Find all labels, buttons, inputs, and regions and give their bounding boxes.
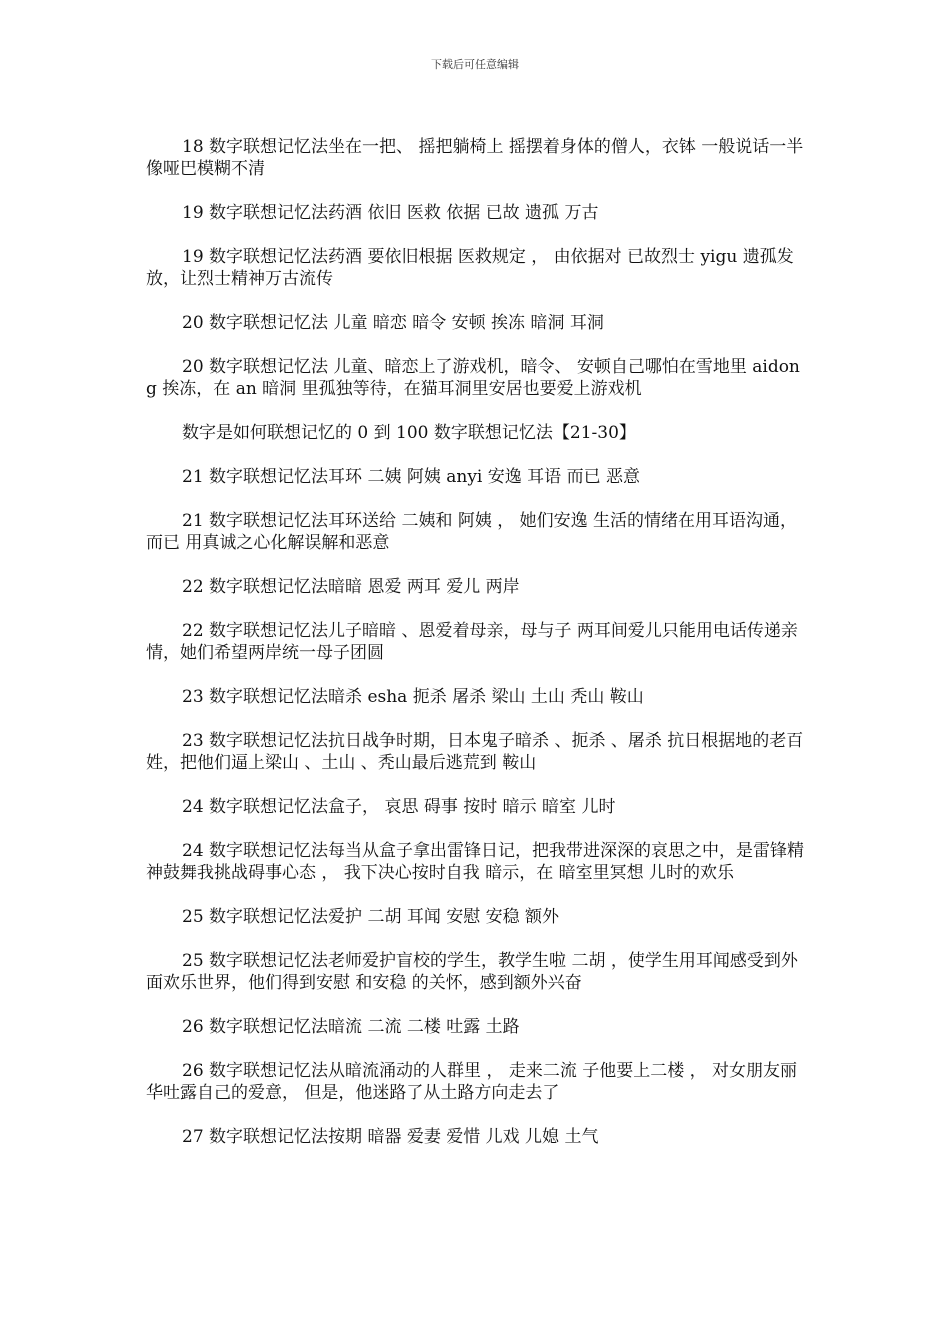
paragraph-21-story: 21 数字联想记忆法耳环送给 二姨和 阿姨 ， 她们安逸 生活的情绪在用耳语沟通， 而已 用真诚之心化解误解和恶意 <box>146 511 798 553</box>
section-heading-21-30: 数字是如何联想记忆的 0 到 100 数字联想记忆法【21-30】 <box>182 423 636 443</box>
paragraph-26-list: 26 数字联想记忆法暗流 二流 二楼 吐露 土路 <box>182 1017 520 1037</box>
paragraph-24-story: 24 数字联想记忆法每当从盒子拿出雷锋日记，把我带进深深的哀思之中，是雷锋精神鼓舞我挑战碍事心态 ， 我下决心按时自我 暗示，在 暗室里冥想 儿时的欢乐 <box>146 841 805 883</box>
paragraph-20-list: 20 数字联想记忆法 儿童 暗恋 暗令 安顿 挨冻 暗洞 耳洞 <box>182 313 604 333</box>
paragraph-20-story: 20 数字联想记忆法 儿童、暗恋上了游戏机，暗令、 安顿自己哪怕在雪地里 aidong 挨冻，在 an 暗洞 里孤独等待，在猫耳洞里安居也要爱上游戏机 <box>146 357 800 399</box>
paragraph-21-list: 21 数字联想记忆法耳环 二姨 阿姨 anyi 安逸 耳语 而已 恶意 <box>182 467 640 487</box>
paragraph-19-story: 19 数字联想记忆法药酒 要依旧根据 医救规定 ， 由依据对 已故烈士 yigu 遗孤发放，让烈士精神万古流传 <box>146 247 794 289</box>
page-header: 下载后可任意编辑 <box>431 58 519 71</box>
paragraph-25-list: 25 数字联想记忆法爱护 二胡 耳闻 安慰 安稳 额外 <box>182 907 560 927</box>
paragraph-18-list: 18 数字联想记忆法坐在一把、 摇把躺椅上 摇摆着身体的僧人，衣钵 一般说话一半像哑巴模糊不清 <box>146 137 804 179</box>
paragraph-26-story: 26 数字联想记忆法从暗流涌动的人群里 ， 走来二流 子他要上二楼 ， 对女朋友丽华吐露自己的爱意， 但是，他迷路了从土路方向走去了 <box>146 1061 798 1103</box>
paragraph-23-story: 23 数字联想记忆法抗日战争时期，日本鬼子暗杀 、扼杀 、屠杀 抗日根据地的老百姓，把他们逼上梁山 、土山 、秃山最后逃荒到 鞍山 <box>146 731 804 773</box>
paragraph-25-story: 25 数字联想记忆法老师爱护盲校的学生，教学生啦 二胡 ，使学生用耳闻感受到外面欢乐世界，他们得到安慰 和安稳 的关怀，感到额外兴奋 <box>146 951 798 993</box>
paragraph-23-list: 23 数字联想记忆法暗杀 esha 扼杀 屠杀 梁山 土山 秃山 鞍山 <box>182 687 644 707</box>
paragraph-22-story: 22 数字联想记忆法儿子暗暗 、恩爱着母亲，母与子 两耳间爱儿只能用电话传递亲情，她们希望两岸统一母子团圆 <box>146 621 798 663</box>
paragraph-24-list: 24 数字联想记忆法盒子， 哀思 碍事 按时 暗示 暗室 儿时 <box>182 797 616 817</box>
paragraph-19-list: 19 数字联想记忆法药酒 依旧 医救 依据 已故 遗孤 万古 <box>182 203 599 223</box>
document-body <box>146 136 806 1170</box>
paragraph-27-list: 27 数字联想记忆法按期 暗器 爱妻 爱惜 儿戏 儿媳 土气 <box>182 1127 599 1147</box>
paragraph-22-list: 22 数字联想记忆法暗暗 恩爱 两耳 爱儿 两岸 <box>182 577 520 597</box>
